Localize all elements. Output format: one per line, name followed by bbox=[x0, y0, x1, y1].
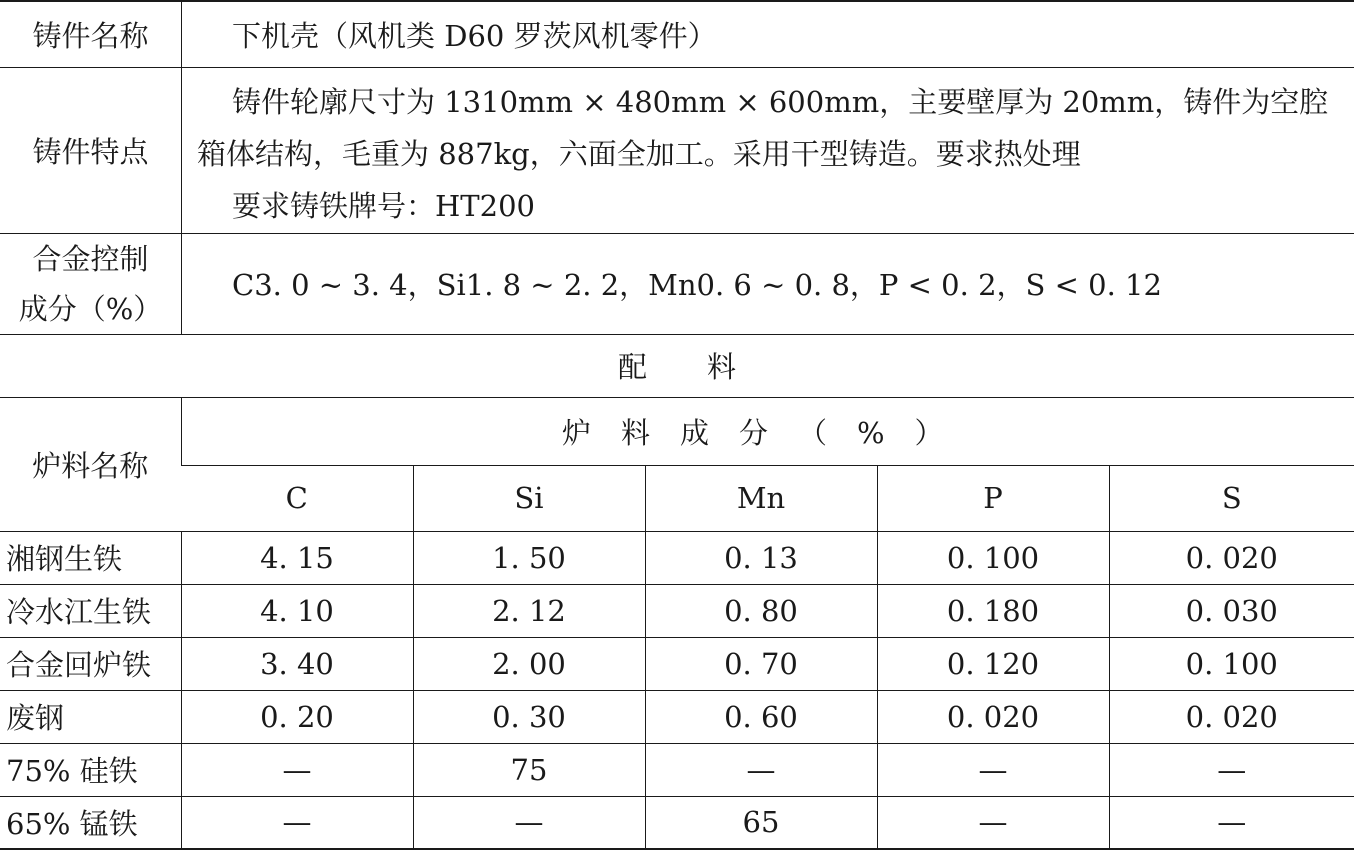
alloy-label-line1: 合金控制 bbox=[32, 241, 149, 276]
section-title-table bbox=[0, 333, 1354, 398]
cell-s: 0. 030 bbox=[1109, 584, 1354, 637]
table-row bbox=[0, 743, 1354, 796]
casting-info-table bbox=[0, 0, 1354, 335]
table-row bbox=[0, 531, 1354, 584]
casting-feature-text: 铸件轮廓尺寸为 1310mm × 480mm × 600mm，主要壁厚为 20mm，铸件为空腔箱体结构，毛重为 887kg，六面全加工。采用干型铸造。要求热处理 bbox=[197, 85, 1329, 171]
column-header-p: P bbox=[877, 465, 1109, 531]
cell-mn: 0. 70 bbox=[645, 637, 877, 690]
cell-c: 4. 10 bbox=[181, 584, 413, 637]
column-header-si: Si bbox=[413, 465, 645, 531]
casting-grade-text: 要求铸铁牌号：HT200 bbox=[232, 189, 535, 223]
cell-si: — bbox=[413, 796, 645, 849]
cell-p: — bbox=[877, 743, 1109, 796]
alloy-composition-value: C3. 0 ~ 3. 4，Si1. 8 ~ 2. 2，Mn0. 6 ~ 0. 8，P < 0. 2，S < 0. 12 bbox=[182, 233, 1354, 334]
cell-s: — bbox=[1109, 796, 1354, 849]
cell-si: 75 bbox=[413, 743, 645, 796]
casting-name-label: 铸件名称 bbox=[0, 1, 182, 67]
table-row bbox=[0, 637, 1354, 690]
cell-mn: 0. 60 bbox=[645, 690, 877, 743]
cell-s: — bbox=[1109, 743, 1354, 796]
cell-mn: 65 bbox=[645, 796, 877, 849]
cell-si: 0. 30 bbox=[413, 690, 645, 743]
row-name: 湘钢生铁 bbox=[0, 531, 181, 584]
cell-p: 0. 120 bbox=[877, 637, 1109, 690]
row-name: 65% 锰铁 bbox=[0, 796, 181, 849]
charge-name-header: 炉料名称 bbox=[0, 398, 181, 531]
column-header-s: S bbox=[1109, 465, 1354, 531]
column-header-mn: Mn bbox=[645, 465, 877, 531]
alloy-label-line2: 成分（%） bbox=[18, 291, 163, 326]
cell-c: 3. 40 bbox=[181, 637, 413, 690]
table-row bbox=[0, 796, 1354, 849]
cell-c: 0. 20 bbox=[181, 690, 413, 743]
table-row bbox=[0, 690, 1354, 743]
cell-p: 0. 020 bbox=[877, 690, 1109, 743]
cell-s: 0. 100 bbox=[1109, 637, 1354, 690]
cell-mn: — bbox=[645, 743, 877, 796]
column-header-c: C bbox=[181, 465, 413, 531]
cell-mn: 0. 13 bbox=[645, 531, 877, 584]
cell-c: 4. 15 bbox=[181, 531, 413, 584]
casting-feature-cell bbox=[182, 67, 1354, 233]
cell-s: 0. 020 bbox=[1109, 690, 1354, 743]
cell-si: 1. 50 bbox=[413, 531, 645, 584]
cell-c: — bbox=[181, 796, 413, 849]
casting-feature-label: 铸件特点 bbox=[0, 67, 182, 233]
casting-name-value: 下机壳（风机类 D60 罗茨风机零件） bbox=[182, 1, 1354, 67]
cell-p: 0. 180 bbox=[877, 584, 1109, 637]
cell-p: 0. 100 bbox=[877, 531, 1109, 584]
charge-composition-header: 炉料成分（%） bbox=[181, 398, 1354, 465]
table-row bbox=[0, 584, 1354, 637]
cell-mn: 0. 80 bbox=[645, 584, 877, 637]
cell-s: 0. 020 bbox=[1109, 531, 1354, 584]
alloy-composition-label bbox=[0, 233, 182, 334]
row-name: 合金回炉铁 bbox=[0, 637, 181, 690]
cell-si: 2. 00 bbox=[413, 637, 645, 690]
row-name: 75% 硅铁 bbox=[0, 743, 181, 796]
cell-c: — bbox=[181, 743, 413, 796]
charge-composition-table bbox=[0, 398, 1354, 850]
section-title: 配料 bbox=[0, 333, 1354, 398]
cell-si: 2. 12 bbox=[413, 584, 645, 637]
row-name: 废钢 bbox=[0, 690, 181, 743]
row-name: 冷水江生铁 bbox=[0, 584, 181, 637]
cell-p: — bbox=[877, 796, 1109, 849]
